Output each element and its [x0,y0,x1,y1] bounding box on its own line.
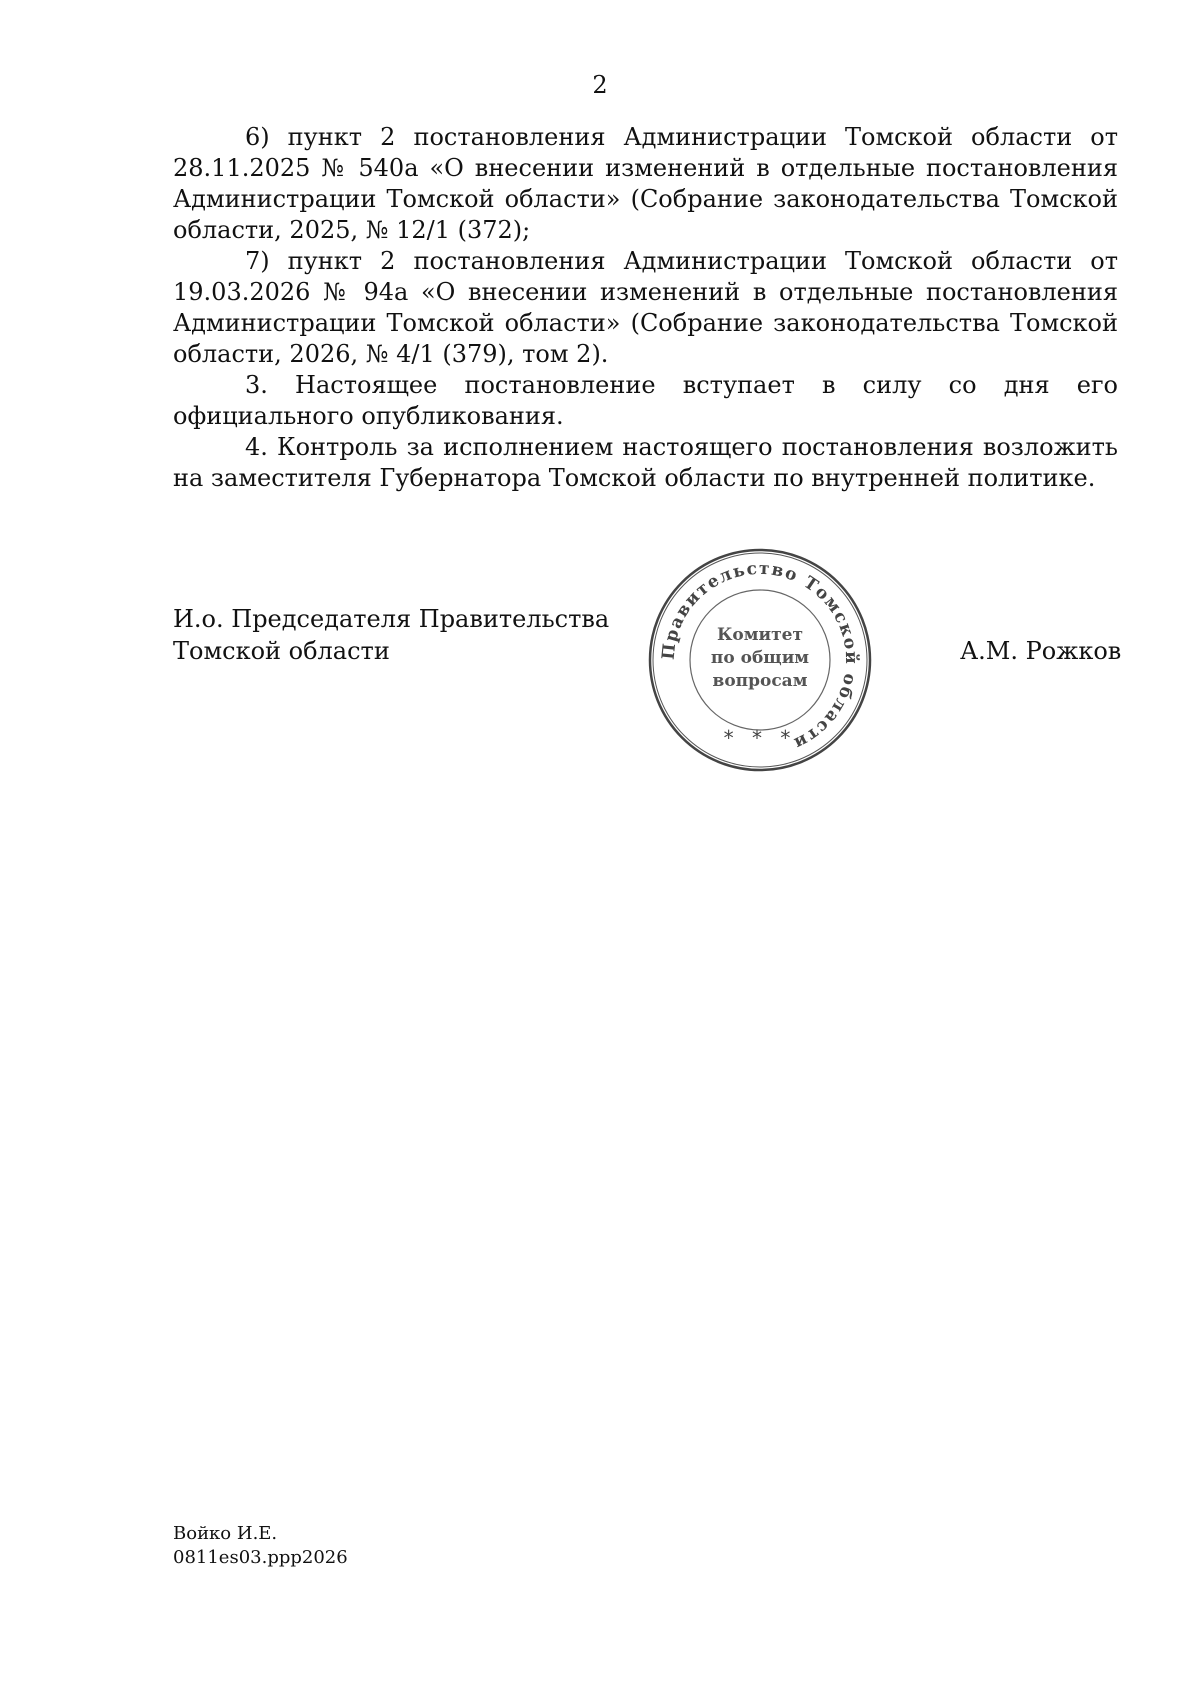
paragraph-point-4: 4. Контроль за исполнением настоящего постановления возложить на заместителя Губернатора Томской области по внутренней политике. [173,433,1118,492]
stamp-center-line3: вопросам [712,671,808,691]
signature-title-line1: И.о. Председателя Правительства [173,605,610,633]
signatory-name: А.М. Рожков [960,637,1122,665]
paragraph-item-7: 7) пункт 2 постановления Администрации Томской области от 19.03.2026 № 94а «О внесении изменений в отдельные постановления Администрации Томской области» (Собрание законодательства Томской области, 2026, № 4/1 (379), том 2). [173,247,1118,368]
paragraph-point-3: 3. Настоящее постановление вступает в силу со дня его официального опубликования. [173,371,1118,430]
paragraph-item-6: 6) пункт 2 постановления Администрации Томской области от 28.11.2025 № 540а «О внесении изменений в отдельные постановления Администрации Томской области» (Собрание законодательства Томской области, 2025, № 12/1 (372); [173,123,1118,244]
stamp-stars: * * * [723,726,797,750]
document-body [173,122,1118,494]
signature-title-line2: Томской области [173,637,390,665]
footer-author: Войко И.Е. [173,1523,278,1544]
page-number: 2 [592,71,608,99]
footer-file-code: 0811es03.ppp2026 [173,1547,348,1568]
signature-title [173,603,609,667]
stamp-seal-icon [645,545,875,775]
stamp-center-line2: по общим [710,648,810,668]
stamp-center-line1: Комитет [716,625,804,645]
official-stamp [645,545,875,775]
document-footer [173,1522,348,1570]
stamp-ring-text: Правительство Томской области [658,558,862,754]
